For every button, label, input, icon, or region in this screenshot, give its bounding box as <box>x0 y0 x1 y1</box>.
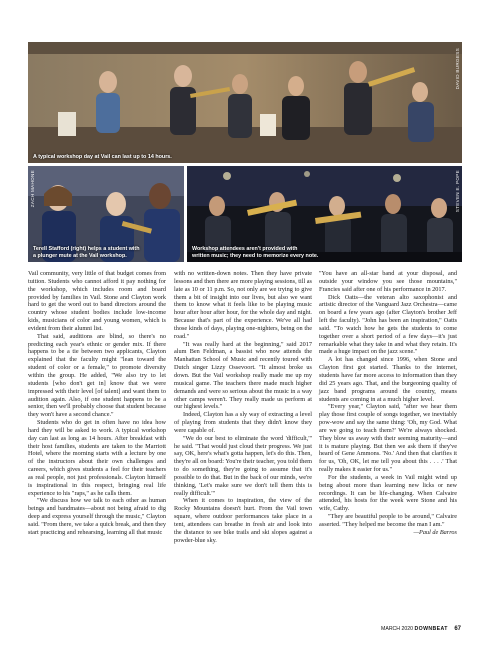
photo-credit: DAVID BURGESS <box>455 48 460 90</box>
photo-caption-line: a plunger mute at the Vail workshop. <box>33 252 127 259</box>
article-paragraph: "We do our best to eliminate the word 'difficult,'" he said. "That would just cloud their progress. We just say, OK, here's what's gotta happen, let's do this. Then, they're all on board: You're their teacher, you told them to do something, they're going to assume that it's possible to do that. But in the back of our minds, we're thinking, 'Let's make sure we don't tell them this is really difficult.'" <box>174 434 312 497</box>
page-number: 67 <box>454 626 461 632</box>
article-paragraph: When it comes to inspiration, the view of the Rocky Mountains doesn't hurt. From the Vail town square, where outdoor performances take place in a tent, attendees can breathe in fresh air and look into the distance to see bike trails and ski slopes against a powder-blue sky. <box>174 497 312 544</box>
photo-credit: ZACH MAHONE <box>30 170 35 208</box>
article-paragraph: For the students, a week in Vail might wind up being about more than learning new licks or new recordings. It can be life-changing. When Calvaire attended, his hosts for the week were Stone and his wife, Cathy. <box>319 473 457 513</box>
workshop-photo-top-image <box>28 42 462 163</box>
photo-caption-line: written music; they need to memorize every note. <box>192 252 319 259</box>
article-paragraph: "Every year," Clayton said, "after we hear them play those first couple of songs together, we inevitably pow-wow and say the same thing: 'Oh, my God. What are we going to teach them?' We're always shocked. They blow us away with their seeming maturity—and it is mature playing. But then we ask them if they've heard of Gene Ammons. 'No.' And then that clarifies it for us, 'Oh, OK, let me tell you about this . . . .' That really makes it easier for us." <box>319 403 457 474</box>
magazine-name: DOWNBEAT <box>414 626 448 632</box>
photo-caption: A typical workshop day at Vail can last up to 14 hours. <box>33 153 172 160</box>
photo-credit: STEVEN E. POPE <box>455 170 460 213</box>
photo-caption <box>33 246 140 259</box>
article-column-3 <box>319 270 457 537</box>
article-paragraph: "It was really hard at the beginning," said 2017 alum Ben Feldman, a bassist who now attends the Manhattan School of Music and recently toured with Dutch singer Lizzy Ossevoort. "It almost broke us down. But the Vail workshop really made me up my musical game. The teachers there made much higher demands and were so serious about the music in a way other camps weren't. They really made us perform at our highest levels." <box>174 340 312 411</box>
article-paragraph: Dick Oatts—the veteran alto saxophonist and artistic director of the Vanguard Jazz Orchestra—came on board a few years ago (after Clayton's brother Jeff left the faculty). "John has been an inspiration," Oatts said. "To watch how he gets the students to come together over a short period of a few days—it's just remarkable what they take in and what they retain. It's made a huge impact on the jazz scene." <box>319 293 457 356</box>
article-paragraph: A lot has changed since 1996, when Stone and Clayton first got started. Thanks to the internet, students have far more access to information than they did 25 years ago. That, and the burgeoning quality of jazz band programs around the country, means students are coming in at a much higher level. <box>319 356 457 403</box>
workshop-photo-right <box>187 166 462 262</box>
workshop-photo-top <box>28 42 462 163</box>
issue-date: MARCH 2020 <box>381 626 414 632</box>
workshop-photo-left <box>28 166 184 262</box>
article-paragraph: "We discuss how we talk to each other as human beings and bandmates—about not being afraid to dig deep and express yourself through the music," Clayton said. "From there, we take a quick break, and then they start practicing and rehearsing, learning all that music <box>28 497 166 536</box>
photo-caption-line: Terell Stafford (right) helps a student with <box>33 246 140 253</box>
page-footer <box>381 626 461 632</box>
article-paragraph: "They are beautiful people to be around," Calvaire asserted. "They helped me become the man I am." <box>319 513 457 528</box>
article-paragraph: That said, auditions are blind, so there's no predicting each year's ethnic or gender mix. If there happens to be a tie between two applicants, Clayton explained that the faculty might "lean toward the student of color or a female," to promote diversity within the group. He added, "We also try to let students [who don't get in] know that we were impressed with their level [of talent] and want them to audition again. Also, if one student happens to be a senior, then we'll probably choose that student because they won't have a second chance." <box>28 332 166 419</box>
article-paragraph: Students who do get in often have no idea how hard they will be asked to work. A typical workshop day can last as long as 14 hours. After breakfast with their host families, students are taken to the Marriott Hotel, where the morning starts with a lecture by one of the instructors about their own challenges and careers, which gives students a feel for their teachers as real people, not just professionals. Clayton himself is inspirational in this respect, bringing real life experience to his "raps," as he calls them. <box>28 419 166 497</box>
photo-caption-line: Workshop attendees aren't provided with <box>192 246 298 253</box>
article-column-2 <box>174 270 312 545</box>
article-paragraph: Indeed, Clayton has a sly way of extracting a level of playing from students that they didn't know they were capable of. <box>174 411 312 434</box>
article-paragraph: with no written-down notes. Then they have private lessons and then there are more playing sessions, till as late as 10 or 11 p.m. So, not only are we trying to give them a bit of insight into our lives, but also we want them to know what it feels like to be playing music hour after hour after hour, for the whole day and night. Because that's part of the experience. We've all had those kinds of days, playing one-nighters, being on the road." <box>174 270 312 340</box>
article-paragraph: "You have an all-star band at your disposal, and outside your window you see those mountains," Francies said after one of his performance in 2017. <box>319 270 457 293</box>
photo-caption <box>192 246 318 259</box>
article-author-attribution: —Paul de Barros <box>413 528 457 536</box>
article-column-1 <box>28 270 166 537</box>
article-paragraph: Vail community, very little of that budget comes from tuition. Students who cannot afford it pay nothing for the workshop, which includes room and board provided by families in Vail. Stone and Clayton work hard to get the word out to band directors around the country whose student bodies include low-income kids, musicians of color and young women, which is evident from their alumni list. <box>28 270 166 332</box>
